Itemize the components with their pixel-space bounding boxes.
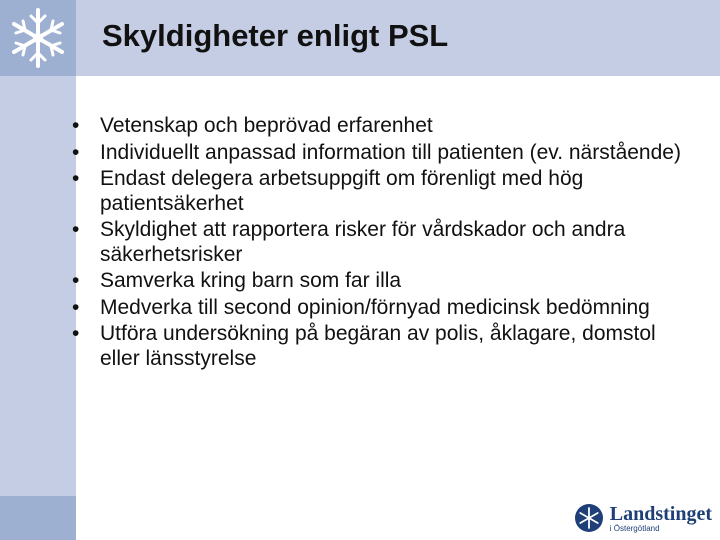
footer-brand-subtitle: i Östergötland bbox=[609, 523, 660, 533]
bullet-item: • Skyldighet att rapportera risker för vårdskador och andra säkerhetsrisker bbox=[70, 218, 690, 267]
bullet-item: • Medverka till second opinion/förnyad medicinsk bedömning bbox=[70, 296, 690, 321]
bullet-item: • Utföra undersökning på begäran av polis, åklagare, domstol eller länsstyrelse bbox=[70, 322, 690, 371]
bullet-item: • Samverka kring barn som far illa bbox=[70, 269, 690, 294]
header-logo-block bbox=[0, 0, 76, 76]
bullet-item: • Individuellt anpassad information till patienten (ev. närstående) bbox=[70, 141, 690, 166]
bullet-item: • Endast delegera arbetsuppgift om förenligt med hög patientsäkerhet bbox=[70, 167, 690, 216]
left-strip-bottom-block bbox=[0, 496, 76, 540]
slide-title: Skyldigheter enligt PSL bbox=[102, 18, 449, 53]
bullet-item: • Vetenskap och beprövad erfarenhet bbox=[70, 114, 690, 139]
snowflake-logo-icon bbox=[4, 4, 72, 72]
footer-brand-logo bbox=[574, 500, 712, 536]
footer-brand-name: Landstinget bbox=[609, 502, 712, 525]
title-bar bbox=[76, 0, 720, 76]
bullet-list bbox=[70, 114, 690, 373]
footer-snowflake-icon bbox=[574, 503, 604, 533]
left-decorative-strip bbox=[0, 76, 76, 540]
